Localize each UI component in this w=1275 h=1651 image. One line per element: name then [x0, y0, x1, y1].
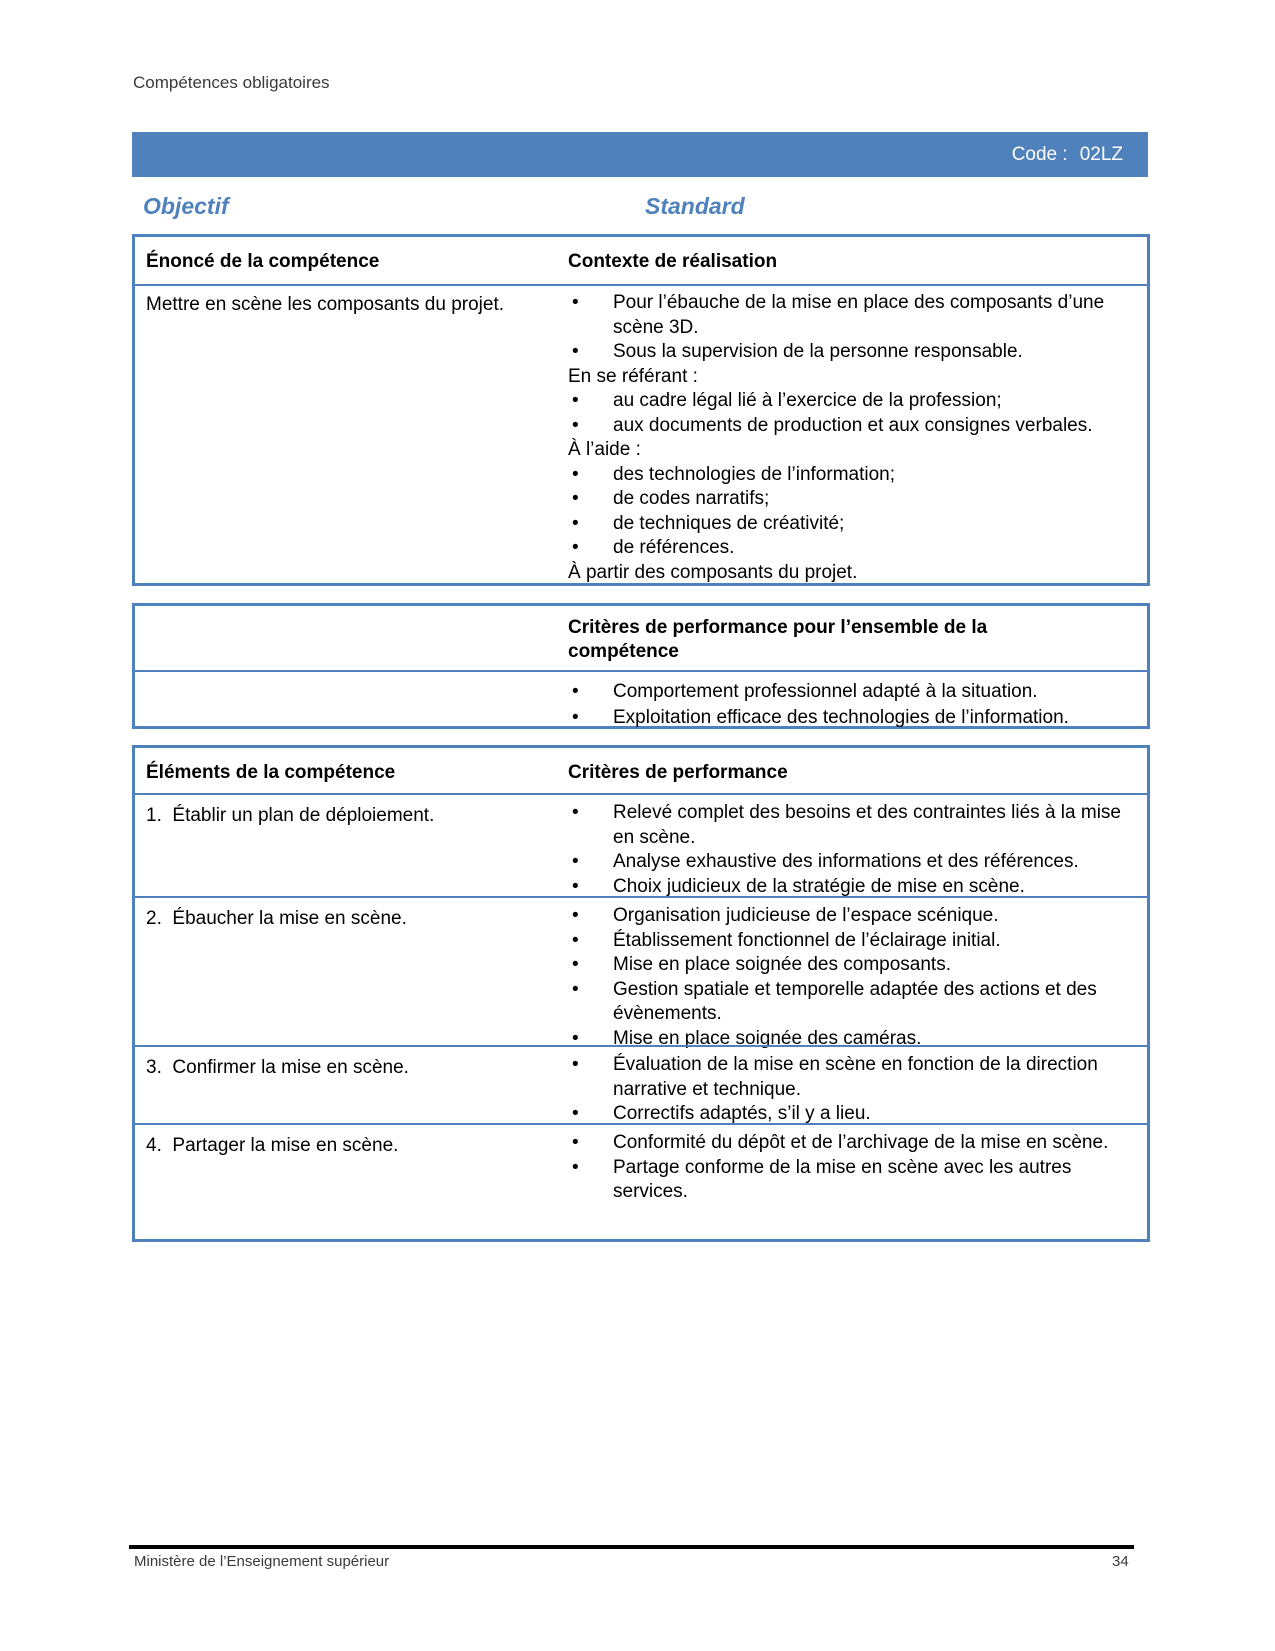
bullet-item: [568, 1053, 1137, 1102]
contexte-header: Contexte de réalisation: [568, 251, 778, 272]
item-text: À l’aide :: [568, 439, 641, 460]
item-text: Mise en place soignée des caméras.: [613, 1027, 922, 1049]
element-label: 2. Ébaucher la mise en scène.: [146, 908, 407, 929]
bullet-item: [568, 536, 1137, 561]
contexte-list: [568, 291, 1137, 585]
bullet-icon: •: [572, 390, 579, 411]
item-text: Relevé complet des besoins et des contraintes liés à la mise en scène.: [613, 802, 1121, 848]
bullet-item: [568, 340, 1137, 365]
bullet-icon: •: [572, 681, 579, 702]
bullet-icon: •: [572, 341, 579, 362]
item-text: Sous la supervision de la personne responsable.: [613, 341, 1023, 362]
code-bar: [132, 132, 1148, 177]
item-text: Partage conforme de la mise en scène avec les autres services.: [613, 1156, 1072, 1202]
bullet-item: [568, 705, 1137, 731]
bullet-item: [568, 1156, 1137, 1205]
bullet-item: [568, 850, 1137, 875]
objective-label: Objectif: [143, 193, 229, 219]
bullet-item: [568, 1131, 1137, 1156]
elements-box: [132, 745, 1150, 1242]
row-divider: [135, 1045, 1147, 1047]
bullet-icon: •: [572, 875, 579, 897]
item-text: Choix judicieux de la stratégie de mise en scène.: [613, 875, 1025, 897]
criteres-ensemble-header: Critères de performance pour l’ensemble de la compétence: [568, 617, 988, 662]
element-label: 1. Établir un plan de déploiement.: [146, 805, 435, 826]
bullet-icon: •: [572, 1027, 579, 1049]
bullet-icon: •: [572, 707, 579, 728]
bullet-icon: •: [572, 1156, 579, 1178]
item-text: de références.: [613, 537, 735, 558]
criteres-ensemble-divider: [135, 670, 1147, 672]
bullet-icon: •: [572, 905, 579, 926]
bullet-icon: •: [572, 851, 579, 872]
criteres-header: Critères de performance: [568, 762, 788, 783]
footer-ministry: Ministère de l’Enseignement supérieur: [134, 1553, 390, 1570]
bullet-item: [568, 291, 1137, 340]
bullet-item: [568, 389, 1137, 414]
item-text: de techniques de créativité;: [613, 512, 845, 534]
bullet-item: [568, 512, 1137, 537]
item-text: Organisation judicieuse de l’espace scénique.: [613, 905, 999, 926]
item-text: Exploitation efficace des technologies de l’information.: [613, 707, 1069, 728]
enonce-divider: [135, 284, 1147, 286]
item-text: Analyse exhaustive des informations et des références.: [613, 851, 1079, 872]
bullet-icon: •: [572, 488, 579, 509]
bullet-icon: •: [572, 1054, 579, 1075]
row-divider: [135, 1123, 1147, 1125]
bullet-icon: •: [572, 1103, 579, 1124]
footer-page-number: 34: [1112, 1553, 1129, 1570]
code-label-group: [1012, 144, 1123, 166]
bullet-item: [568, 1027, 1137, 1052]
item-text: Correctifs adaptés, s’il y a lieu.: [613, 1103, 871, 1124]
enonce-header: Énoncé de la compétence: [146, 251, 380, 272]
bullet-icon: •: [572, 512, 579, 534]
list-text: [568, 365, 1137, 390]
element-criteria-list: [568, 904, 1137, 1051]
list-text: [568, 438, 1137, 463]
item-text: des technologies de l’information;: [613, 463, 896, 485]
item-text: Gestion spatiale et temporelle adaptée des actions et des évènements.: [613, 978, 1097, 1024]
bullet-item: [568, 679, 1137, 705]
competence-statement: Mettre en scène les composants du projet.: [146, 294, 505, 315]
item-text: Pour l’ébauche de la mise en place des composants d’une scène 3D.: [613, 292, 1105, 338]
bullet-icon: •: [572, 802, 579, 823]
bullet-item: [568, 487, 1137, 512]
bullet-item: [568, 953, 1137, 978]
item-text: au cadre légal lié à l’exercice de la profession;: [613, 390, 1002, 411]
elements-divider: [135, 793, 1147, 795]
item-text: Évaluation de la mise en scène en fonction de la direction narrative et technique.: [613, 1054, 1098, 1100]
item-text: aux documents de production et aux consignes verbales.: [613, 414, 1093, 436]
row-divider: [135, 896, 1147, 898]
element-criteria-list: [568, 801, 1137, 899]
bullet-item: [568, 463, 1137, 488]
footer-rule: [129, 1545, 1134, 1549]
item-text: Mise en place soignée des composants.: [613, 954, 951, 975]
element-criteria-list: [568, 1053, 1137, 1127]
element-label: 4. Partager la mise en scène.: [146, 1135, 399, 1156]
bullet-item: [568, 414, 1137, 439]
bullet-item: [568, 929, 1137, 954]
page-header-title: Compétences obligatoires: [133, 73, 330, 92]
bullet-icon: •: [572, 537, 579, 558]
criteres-ensemble-box: [132, 603, 1150, 729]
bullet-icon: •: [572, 929, 579, 951]
element-label: 3. Confirmer la mise en scène.: [146, 1057, 409, 1078]
item-text: À partir des composants du projet.: [568, 561, 858, 583]
bullet-icon: •: [572, 954, 579, 975]
list-text: [568, 561, 1137, 586]
bullet-icon: •: [572, 978, 579, 1000]
bullet-icon: •: [572, 463, 579, 485]
enonce-box: [132, 234, 1150, 586]
item-text: Conformité du dépôt et de l’archivage de la mise en scène.: [613, 1132, 1109, 1153]
item-text: Comportement professionnel adapté à la situation.: [613, 681, 1038, 702]
bullet-item: [568, 978, 1137, 1027]
item-text: En se référant :: [568, 365, 698, 387]
bullet-item: [568, 904, 1137, 929]
code-label: Code :: [1011, 144, 1068, 165]
bullet-icon: •: [572, 292, 579, 313]
standard-label: Standard: [645, 193, 745, 219]
item-text: Établissement fonctionnel de l’éclairage initial.: [613, 929, 1001, 951]
item-text: de codes narratifs;: [613, 488, 770, 509]
bullet-icon: •: [572, 414, 579, 436]
bullet-item: [568, 801, 1137, 850]
element-criteria-list: [568, 1131, 1137, 1205]
elements-header: Éléments de la compétence: [146, 762, 396, 783]
criteres-ensemble-list: [568, 679, 1137, 731]
code-value: 02LZ: [1079, 144, 1123, 165]
bullet-icon: •: [572, 1132, 579, 1153]
